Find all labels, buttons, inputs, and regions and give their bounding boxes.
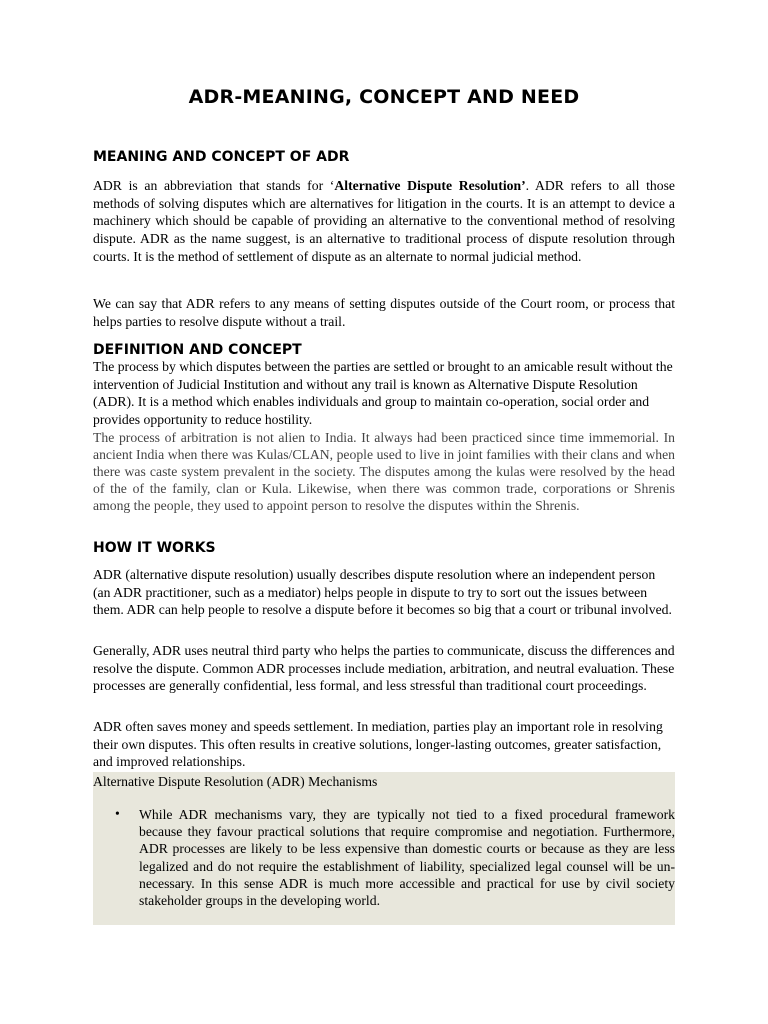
paragraph-definition-1: The process by which disputes between the parties are settled or brought to an amicable result without the intervention of Judicial Institution and without any trail is known as Alternative Dispute Resolution (ADR). It is a method which enables individuals and group to maintain co-operation, social order and provides opportunity to reduce hostility. [93,359,673,428]
section-definition [93,342,675,359]
paragraph-definition-2: The process of arbitration is not alien to India. It always had been practiced since time immemorial. In ancient India when there was Kulas/CLAN, people used to live in joint families with their clans and when there was caste system prevalent in the society. The disputes among the kulas were resolved by the head of the of the family, clan or Kula. Likewise, when there was common trade, corporations or Shrenis among the people, they used to appoint person to resolve the disputes within the Shrenis. [93,430,675,513]
bold-term: Alternative Dispute Resolution’ [334,178,526,193]
section-meaning [93,149,675,166]
paragraph-meaning-2: We can say that ADR refers to any means of setting disputes outside of the Court room, or process that helps parties to resolve dispute without a trail. [93,296,675,329]
bullet-icon: • [115,806,120,821]
paragraph-how-3: ADR often saves money and speeds settlement. In mediation, parties play an important role in resolving their own disputes. This often results in creative solutions, longer-lasting outcomes, greater satisfaction, and improved relationships. [93,719,663,770]
page-title: ADR-MEANING, CONCEPT AND NEED [188,86,580,108]
paragraph-meaning-1 [93,177,675,266]
section-how-it-works [93,540,675,557]
text-run: ADR is an abbreviation that stands for ‘ [93,178,335,193]
section-heading: HOW IT WORKS [93,540,216,556]
list-item: While ADR mechanisms vary, they are typically not tied to a fixed procedural framework because they favour practical solutions that require compromise and negotiation. Furthermore, ADR processes are likely to be less expensive than domestic courts or because as they are less legalized and do not require the establishment of liability, specialized legal counsel will be un-necessary. In this sense ADR is much more accessible and practical for use by civil society stakeholder groups in the developing world. [139,807,675,909]
mechanisms-shaded-block [93,772,675,925]
section-heading: DEFINITION AND CONCEPT [93,342,302,358]
paragraph-how-2: Generally, ADR uses neutral third party who helps the parties to communicate, discuss the differences and resolve the dispute. Common ADR processes include mediation, arbitration, and neutral evaluation. These processes are generally confidential, less formal, and less stressful than traditional court proceedings. [93,643,675,694]
section-heading: MEANING AND CONCEPT OF ADR [93,149,350,165]
paragraph-how-1: ADR (alternative dispute resolution) usually describes dispute resolution where an independent person (an ADR practitioner, such as a mediator) helps people in dispute to try to sort out the issues between them. ADR can help people to resolve a dispute before it becomes so big that a court or tribunal involved. [93,567,672,618]
mechanisms-heading: Alternative Dispute Resolution (ADR) Mechanisms [93,774,378,789]
text-run: . ADR refers to all those methods of solving disputes which are alternatives for litigation in the courts. It is an attempt to device a machinery which should be capable of providing an alternative to the conventional method of resolving dispute. ADR as the name suggest, is an alternative to traditional process of dispute resolution through courts. It is the method of settlement of dispute as an alternate to normal judicial method. [93,178,675,264]
